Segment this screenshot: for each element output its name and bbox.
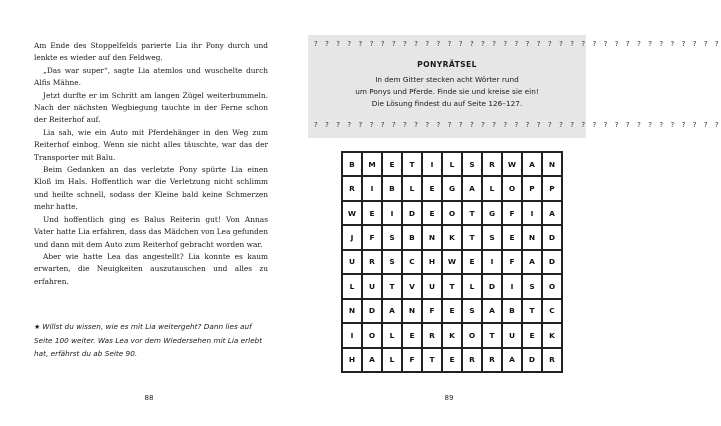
grid-cell[interactable]: U [502, 323, 522, 347]
grid-cell[interactable]: R [542, 348, 562, 372]
grid-cell[interactable]: E [422, 201, 442, 225]
grid-cell[interactable]: L [382, 348, 402, 372]
right-page [300, 0, 721, 426]
grid-cell[interactable]: T [402, 152, 422, 176]
grid-cell[interactable]: W [502, 152, 522, 176]
grid-cell[interactable]: H [342, 348, 362, 372]
grid-cell[interactable]: A [522, 250, 542, 274]
grid-cell[interactable]: T [522, 299, 542, 323]
grid-cell[interactable]: J [342, 225, 362, 249]
grid-cell[interactable]: C [542, 299, 562, 323]
grid-cell[interactable]: D [362, 299, 382, 323]
grid-cell[interactable]: S [522, 274, 542, 298]
grid-cell[interactable]: E [502, 225, 522, 249]
grid-cell[interactable]: S [382, 225, 402, 249]
story-paragraph: Jetzt durfte er im Schritt am langen Zügel weiterbummeln. Nach der nächsten Wegbiegung tauchte in der Ferne schon der Reiterhof auf. [34, 90, 268, 125]
grid-cell[interactable]: P [542, 176, 562, 200]
grid-cell[interactable]: L [342, 274, 362, 298]
grid-cell[interactable]: E [442, 299, 462, 323]
grid-cell[interactable]: B [502, 299, 522, 323]
story-paragraph: Am Ende des Stoppelfelds parierte Lia ihr Pony durch und lenkte es wieder auf den Feldweg. [34, 41, 268, 63]
grid-cell[interactable]: S [462, 152, 482, 176]
grid-cell[interactable]: E [522, 323, 542, 347]
grid-cell[interactable]: L [442, 152, 462, 176]
grid-cell[interactable]: F [402, 348, 422, 372]
grid-cell[interactable]: W [342, 201, 362, 225]
grid-cell[interactable]: R [342, 176, 362, 200]
grid-cell[interactable]: E [442, 348, 462, 372]
star-icon: ★ [34, 323, 41, 331]
word-search-grid[interactable] [341, 151, 563, 373]
grid-cell[interactable]: I [422, 152, 442, 176]
grid-cell[interactable]: L [462, 274, 482, 298]
grid-cell[interactable]: L [482, 176, 502, 200]
grid-cell[interactable]: I [482, 250, 502, 274]
grid-cell[interactable]: R [482, 152, 502, 176]
grid-cell[interactable]: F [502, 250, 522, 274]
grid-cell[interactable]: E [422, 176, 442, 200]
grid-cell[interactable]: D [482, 274, 502, 298]
grid-cell[interactable]: S [462, 299, 482, 323]
question-mark-border-bottom: ? ? ? ? ? ? ? ? ? ? ? ? ? ? ? ? ? ? ? ? ? ? ? ? ? ? ? ? ? ? ? ? ? ? ? ? ? [314, 121, 721, 129]
grid-cell[interactable]: A [542, 201, 562, 225]
grid-cell[interactable]: E [362, 201, 382, 225]
grid-cell[interactable]: G [442, 176, 462, 200]
grid-cell[interactable]: O [502, 176, 522, 200]
story-text [34, 40, 268, 288]
grid-cell[interactable]: N [342, 299, 362, 323]
grid-cell[interactable]: K [442, 323, 462, 347]
note-text: Willst du wissen, wie es mit Lia weitergeht? Dann lies auf Seite 100 weiter. Was Lea vor dem Wiedersehen mit Lia erlebt hat, erfährst du ab Seite 90. [34, 322, 263, 358]
grid-cell[interactable]: E [382, 152, 402, 176]
grid-cell[interactable]: I [522, 201, 542, 225]
puzzle-header-box [308, 35, 721, 138]
continue-reading-note [34, 320, 270, 360]
page-number-left: 88 [144, 394, 154, 402]
instruction-line: um Ponys und Pferde. Finde sie und kreise sie ein! [355, 87, 539, 96]
grid-cell[interactable]: M [362, 152, 382, 176]
grid-cell[interactable]: P [522, 176, 542, 200]
grid-cell[interactable]: D [542, 225, 562, 249]
grid-cell[interactable]: U [342, 250, 362, 274]
grid-cell[interactable]: S [382, 250, 402, 274]
grid-cell[interactable]: S [482, 225, 502, 249]
grid-cell[interactable]: B [342, 152, 362, 176]
grid-cell[interactable]: D [402, 201, 422, 225]
story-paragraph: Beim Gedanken an das verletzte Pony spürte Lia einen Kloß im Hals. Hoffentlich war die Verletzung nicht schlimm und heilte schnell, sodass der Kleine bald keine Schmerzen mehr hatte. [34, 165, 268, 212]
grid-cell[interactable]: G [482, 201, 502, 225]
grid-cell[interactable]: N [522, 225, 542, 249]
grid-cell[interactable]: A [482, 299, 502, 323]
grid-cell[interactable]: A [522, 152, 542, 176]
grid-cell[interactable]: H [422, 250, 442, 274]
grid-cell[interactable]: I [342, 323, 362, 347]
grid-cell[interactable]: K [542, 323, 562, 347]
grid-cell[interactable]: N [542, 152, 562, 176]
grid-cell[interactable]: O [362, 323, 382, 347]
grid-cell[interactable]: O [542, 274, 562, 298]
grid-cell[interactable]: E [402, 323, 422, 347]
grid-cell[interactable]: T [482, 323, 502, 347]
grid-cell[interactable]: A [502, 348, 522, 372]
grid-cell[interactable]: F [362, 225, 382, 249]
grid-cell[interactable]: O [442, 201, 462, 225]
instruction-line: In dem Gitter stecken acht Wörter rund [375, 75, 519, 84]
instruction-line: Die Lösung findest du auf Seite 126–127. [371, 99, 523, 108]
grid-cell[interactable]: D [542, 250, 562, 274]
grid-cell[interactable]: F [502, 201, 522, 225]
grid-cell[interactable]: B [382, 176, 402, 200]
grid-cell[interactable]: I [382, 201, 402, 225]
grid-cell[interactable]: A [362, 348, 382, 372]
grid-cell[interactable]: R [422, 323, 442, 347]
left-page [0, 0, 300, 426]
grid-cell[interactable]: U [362, 274, 382, 298]
grid-cell[interactable]: F [422, 299, 442, 323]
grid-cell[interactable]: O [462, 323, 482, 347]
grid-cell[interactable]: T [382, 274, 402, 298]
grid-cell[interactable]: L [402, 176, 422, 200]
grid-cell[interactable]: T [442, 274, 462, 298]
page-number-right: 89 [444, 394, 454, 402]
grid-cell[interactable]: A [382, 299, 402, 323]
question-mark-border-top: ? ? ? ? ? ? ? ? ? ? ? ? ? ? ? ? ? ? ? ? ? ? ? ? ? ? ? ? ? ? ? ? ? ? ? ? ? [314, 40, 721, 48]
grid-cell[interactable]: B [402, 225, 422, 249]
story-paragraph: Und hoffentlich ging es Balus Reiterin gut! Von Annas Vater hatte Lia erfahren, dass das Mädchen von Lea gefunden und dann mit dem Auto zum Reiterhof gebracht worden war. [34, 214, 268, 249]
grid-cell[interactable]: R [362, 250, 382, 274]
grid-cell[interactable]: C [402, 250, 422, 274]
grid-cell[interactable]: N [422, 225, 442, 249]
grid-cell[interactable]: K [442, 225, 462, 249]
grid-cell[interactable]: U [422, 274, 442, 298]
grid-cell[interactable]: T [422, 348, 442, 372]
grid-cell[interactable]: T [462, 201, 482, 225]
grid-cell[interactable]: E [462, 250, 482, 274]
grid-cell[interactable]: D [522, 348, 542, 372]
story-paragraph: Aber wie hatte Lea das angestellt? Lia konnte es kaum erwarten, die Neuigkeiten auszutauschen und alles zu erfahren. [34, 251, 268, 286]
story-paragraph: Lia sah, wie ein Auto mit Pferdehänger in den Weg zum Reiterhof einbog. Wenn sie nicht alles täuschte, war das der Transporter mit Balu. [34, 127, 268, 162]
grid-cell[interactable]: R [482, 348, 502, 372]
grid-cell[interactable]: N [402, 299, 422, 323]
story-paragraph: „Das war super“, sagte Lia atemlos und wuschelte durch Alfis Mähne. [34, 65, 268, 88]
puzzle-instructions [308, 74, 586, 110]
grid-cell[interactable]: A [462, 176, 482, 200]
grid-cell[interactable]: V [402, 274, 422, 298]
grid-cell[interactable]: R [462, 348, 482, 372]
grid-cell[interactable]: W [442, 250, 462, 274]
grid-cell[interactable]: L [382, 323, 402, 347]
puzzle-title: PONYRÄTSEL [417, 60, 477, 69]
grid-cell[interactable]: T [462, 225, 482, 249]
grid-cell[interactable]: I [502, 274, 522, 298]
grid-cell[interactable]: I [362, 176, 382, 200]
